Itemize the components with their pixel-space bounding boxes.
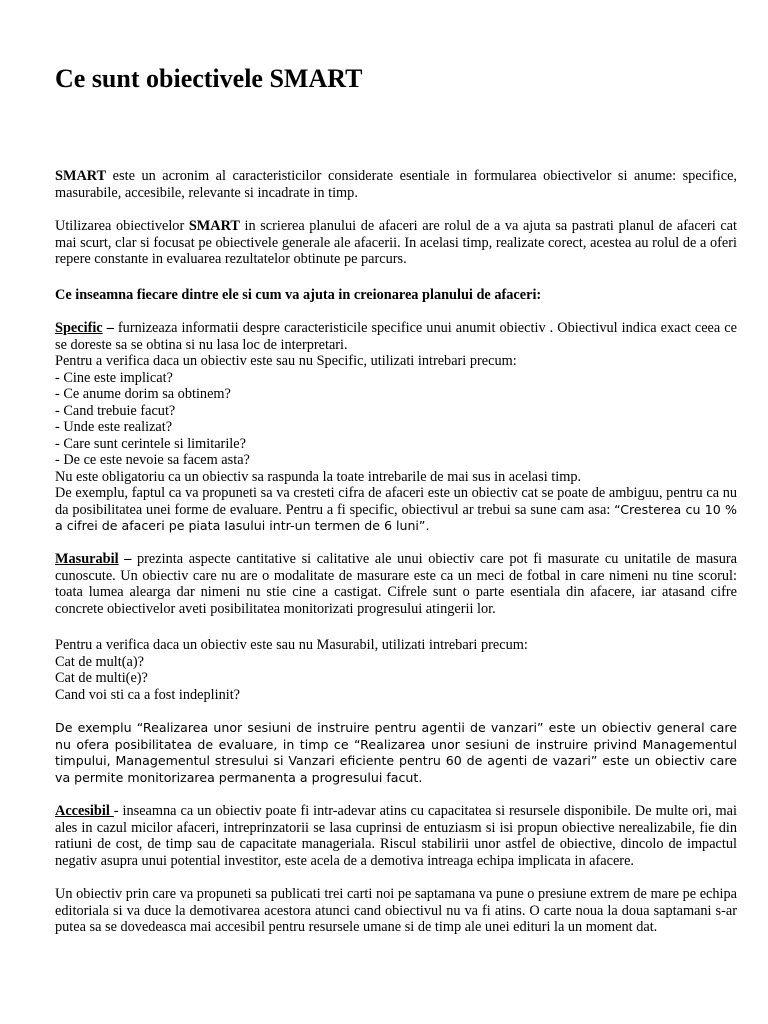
specific-term: Specific — [55, 320, 103, 336]
masurabil-question-1: Cat de mult(a)? — [55, 653, 144, 670]
intro-paragraph — [55, 168, 737, 201]
masurabil-definition-text: prezinta aspecte cantitative si calitative ale unui obiectiv care pot fi masurate cu unitatile de masura cunoscute. Un obiectiv care nu are o modalitate de masurare este ca un meci de fotbal in care nimeni nu tine scorul: toata lumea alearga dar nimeni nu stie cine a castigat. Cifrele sunt o parte esentiala din afacere, iar atasand cifre concrete obiectivelor aveti posibilitatea monitorizati progresului atingerii lor. — [55, 551, 738, 617]
accesibil-example: Un obiectiv prin care va propuneti sa publicati trei carti noi pe saptamana va pune o presiune extrem de mare pe echipa editoriala si va duce la demotivarea acestora atunci cand obiectivul nu va fi atins. O carte noua la doua saptamani s-ar putea sa se dovedeasca mai accesibil pentru resursele umane si de timp ale unei edituri la un moment dat. — [55, 886, 737, 935]
specific-question-3: - Cand trebuie facut? — [55, 402, 176, 419]
usage-text-before: Utilizarea obiectivelor — [55, 218, 189, 234]
specific-question-2: - Ce anume dorim sa obtinem? — [55, 386, 231, 402]
specific-section — [55, 353, 737, 485]
specific-definition — [55, 320, 737, 353]
specific-example-quote: “Cresterea cu 10 % a cifrei de afaceri pe piata Iasului intr-un termen de 6 luni”. — [55, 501, 737, 533]
specific-dash: – — [102, 320, 114, 336]
masurabil-term: Masurabil — [55, 551, 119, 567]
usage-text-after: in scrierea planului de afaceri are rolul de a va ajuta sa pastrati planul de afaceri cat mai scurt, clar si focusat pe obiectivele generale ale afacerii. In acelasi timp, realizate corect, acestea au rolul de a oferi repere constante in evaluarea rezultatelor obtinute pe parcurs. — [55, 218, 737, 267]
question-heading-text: Ce inseamna fiecare dintre ele si cum va ajuta in creionarea planului de afaceri: — [55, 287, 542, 303]
masurabil-dash: – — [118, 551, 132, 567]
page-title: Ce sunt obiectivele SMART — [55, 64, 363, 93]
masurabil-question-2: Cat de multi(e)? — [55, 670, 148, 686]
specific-question-1: - Cine este implicat? — [55, 369, 173, 386]
specific-question-5: - Care sunt cerintele si limitarile? — [55, 435, 246, 452]
masurabil-question-3: Cand voi sti ca a fost indeplinit? — [55, 686, 241, 703]
accesibil-definition — [55, 803, 737, 869]
specific-question-6: - De ce este nevoie sa facem asta? — [55, 452, 250, 468]
specific-verify-line: Pentru a verifica daca un obiectiv este sau nu Specific, utilizati intrebari precum: — [55, 353, 517, 369]
specific-definition-text: furnizeaza informatii despre caracteristicile specifice unui anumit obiectiv . Obiectivul indica exact ceea ce se doreste sa se obtina si nu lasa loc de interpretari. — [55, 320, 737, 353]
accesibil-definition-text: - inseamna ca un obiectiv poate fi intr-adevar atins cu capacitatea si resursele disponibile. De multe ori, mai ales in cazul micilor afaceri, intreprinzatorii se lasa cuprinsi de entuziasm si isi propun obiective nerealizabile, fie din ratiuni de cost, de timp sau de capacitate manageriala. Riscul stabilirii unor astfel de obiective, dincolo de impactul negativ asupra unui potential investitor, este acela de a demotiva intreaga echipa implicata in afacere. — [55, 803, 737, 869]
specific-note: Nu este obligatoriu ca un obiectiv sa raspunda la toate intrebarile de mai sus in acelasi timp. — [55, 468, 582, 485]
masurabil-definition — [55, 551, 737, 617]
smart-term: SMART — [55, 168, 107, 184]
specific-example-text: De exemplu, faptul ca va propuneti sa va cresteti cifra de afaceri este un obiectiv cat se poate de ambiguu, pentru ca nu da posibilitatea unei forme de evaluare. Pentru a fi specific, obiectivul ar trebui sa sune cam asa: — [55, 485, 737, 518]
intro-text: este un acronim al caracteristicilor considerate esentiale in formularea obiectivelor si anume: specifice, masurabile, accesibile, relevante si incadrate in timp. — [55, 168, 737, 201]
section-question-heading — [55, 287, 737, 304]
specific-example — [55, 485, 737, 535]
smart-term: SMART — [188, 218, 240, 234]
masurabil-example: De exemplu “Realizarea unor sesiuni de instruire pentru agentii de vanzari” este un obiectiv general care nu ofera posibilitatea de evaluare, in timp ce “Realizarea unor sesiuni de instruire privind Managementul timpului, Managementul stresului si Vanzari eficiente pentru 60 de agenti de vazari” este un obiectiv care va permite monitorizarea permanenta a progresului facut. — [55, 720, 737, 785]
masurabil-verify-line: Pentru a verifica daca un obiectiv este sau nu Masurabil, utilizati intrebari precum: — [55, 637, 528, 653]
masurabil-section — [55, 637, 737, 703]
usage-paragraph — [55, 218, 737, 268]
specific-question-4: - Unde este realizat? — [55, 419, 173, 435]
accesibil-term: Accesibil — [55, 803, 114, 819]
